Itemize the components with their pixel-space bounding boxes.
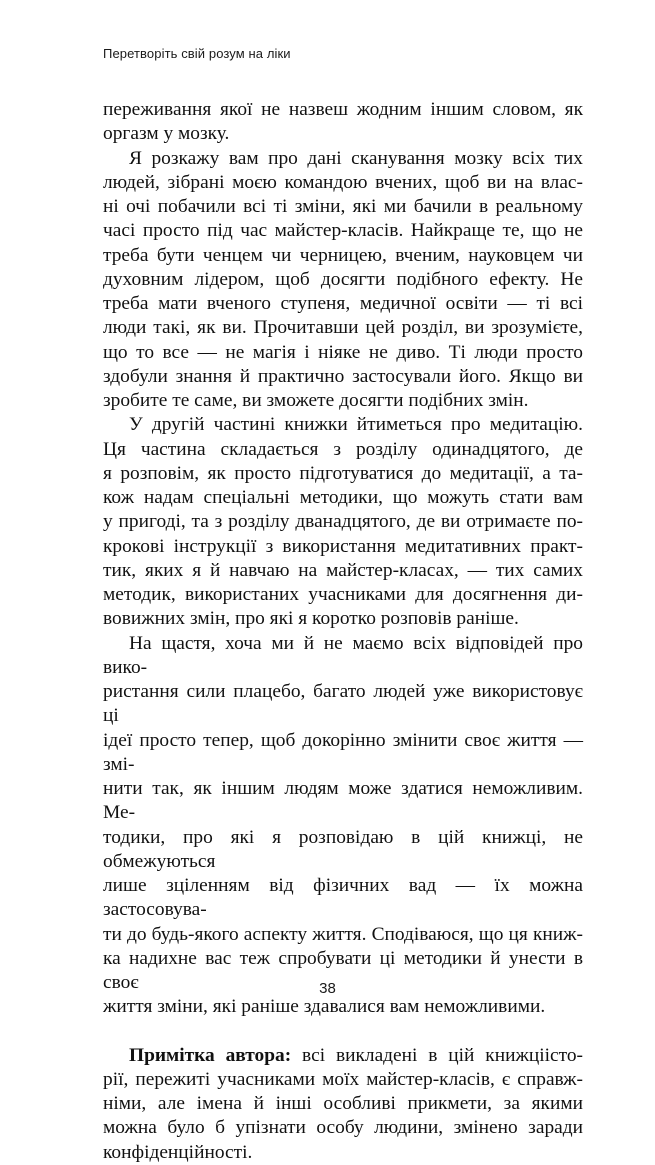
text-line: У другій частині книжки йтиметься про медитацію. <box>129 414 583 436</box>
text-line: Я розкажу вам про дані сканування мозку всіх тих <box>129 147 583 169</box>
text-line: оргазм у мозку. <box>103 123 230 145</box>
author-note-label: Примітка автора: <box>129 1044 292 1066</box>
text-line: конфіденційності. <box>103 1141 253 1163</box>
text-line: я розповім, як просто підготуватися до медитації, а та- <box>103 462 583 484</box>
text-line: крокові інструкції з використання медитативних практ- <box>103 535 583 557</box>
text-line: переживання якої не назвеш жодним іншим словом, як <box>103 99 583 120</box>
text-line: вовижних змін, про які я коротко розповів раніше. <box>103 608 519 630</box>
text-line: треба бути ченцем чи черницею, вченим, науковцем чи <box>103 244 583 266</box>
page-body <box>103 98 583 1165</box>
author-note <box>103 1044 583 1165</box>
paragraph-4 <box>103 632 583 1020</box>
text-line: життя зміни, які раніше здавалися вам неможливими. <box>103 996 546 1018</box>
text-line: часі просто під час майстер-класів. Найкраще те, що не <box>103 220 583 242</box>
text-line: тик, яких я й навчаю на майстер-класах, — тих самих <box>103 559 583 581</box>
running-header: Перетворіть свій розум на ліки <box>103 46 291 61</box>
text-line: у пригоді, та з розділу дванадцятого, де ви отримаєте по- <box>103 511 583 533</box>
text-line: лише зціленням від фізичних вад — їх можна застосовува- <box>103 875 583 921</box>
text-line: треба мати вченого ступеня, медичної освіти — ті всі <box>103 293 583 314</box>
text-line: ідеї просто тепер, щоб докорінно змінити своє життя — змі- <box>103 729 583 775</box>
text-line: німи, але імена й інші особливі прикмети, за якими <box>103 1093 583 1114</box>
paragraph-2 <box>103 147 583 414</box>
text-line: На щастя, хоча ми й не маємо всіх відповідей про вико- <box>103 632 583 678</box>
text-line: нити так, як іншим людям може здатися неможливим. Ме- <box>103 778 583 824</box>
text-line: рії, пережиті учасниками моїх майстер-класів, є справж- <box>103 1068 583 1090</box>
text-line: що то все — не магія і ніяке не диво. Ті люди просто <box>103 341 583 363</box>
text-line: Ця частина складається з розділу одинадцятого, де <box>103 438 583 460</box>
text-line: можна було б упізнати особу людини, змінено заради <box>103 1117 583 1139</box>
text-line: ристання сили плацебо, багато людей уже використовує ці <box>103 681 583 727</box>
text-line: зробите те саме, ви зможете досягти подібних змін. <box>103 390 529 411</box>
text-line: тодики, про які я розповідаю в цій книжці, не обмежуються <box>103 826 583 872</box>
page-number: 38 <box>319 980 336 997</box>
paragraph-1 <box>103 98 583 147</box>
text-line: люди такі, як ви. Прочитавши цей розділ, ви зрозумієте, <box>103 317 583 339</box>
text-line: здобули знання й практично застосували його. Якщо ви <box>103 365 583 387</box>
text-line: духовним лідером, щоб досягти подібного ефекту. Не <box>103 268 583 290</box>
paragraph-3 <box>103 413 583 631</box>
text-line: кож надам спеціальні методики, що можуть стати вам <box>103 487 583 508</box>
text-line: людей, зібрані моєю командою вчених, щоб ви на влас- <box>103 171 583 193</box>
text-line: ка надихне вас теж спробувати ці методики й унести в своє <box>103 947 583 993</box>
section-gap <box>103 1020 583 1044</box>
text-line: ні очі побачили всі ті зміни, які ми бачили в реальному <box>103 196 583 217</box>
text-line: ти до будь-якого аспекту життя. Сподіваюся, що ця книж- <box>103 923 583 945</box>
text-line <box>103 1044 583 1068</box>
text-line: методик, використаних учасниками для досягнення ди- <box>103 584 583 605</box>
author-note-text: всі викладені в цій книжціісто- <box>291 1044 583 1066</box>
